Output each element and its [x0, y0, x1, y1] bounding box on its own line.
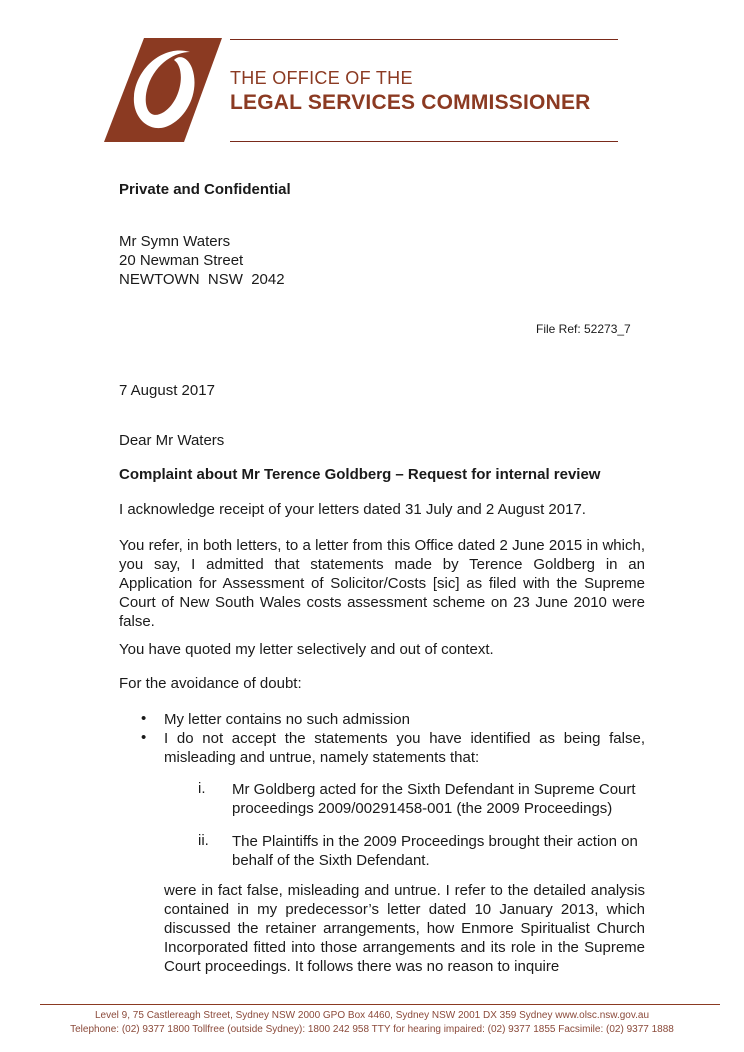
- salutation: Dear Mr Waters: [119, 432, 225, 449]
- paragraph-conclusion: were in fact false, misleading and untrue. I refer to the detailed analysis contained in my predecessor’s letter dated 10 January 2013, which discussed the retainer arrangements, how Enmore Spiritualist Church Incorporated fitted into those arrangements and its role in the Supreme Court proceedings. It follows there was no reason to inquire: [164, 882, 645, 975]
- paragraph-quoted: You have quoted my letter selectively and out of context.: [119, 641, 494, 658]
- paragraph-acknowledge: I acknowledge receipt of your letters dated 31 July and 2 August 2017.: [119, 501, 586, 518]
- office-title-line1: THE OFFICE OF THE: [230, 68, 413, 88]
- letter-date: 7 August 2017: [119, 382, 215, 399]
- sub-item-number: ii.: [198, 832, 209, 849]
- bullet-dot: •: [141, 710, 147, 727]
- subject-line: Complaint about Mr Terence Goldberg – Request for internal review: [119, 466, 601, 483]
- paragraph-avoidance: For the avoidance of doubt:: [119, 675, 302, 692]
- sub-item-text: Mr Goldberg acted for the Sixth Defendant in Supreme Court proceedings 2009/00291458-001 (the 2009 Proceedings): [232, 781, 636, 817]
- header-top-rule: [230, 39, 618, 40]
- file-reference: File Ref: 52273_7: [536, 322, 631, 336]
- footer-contacts: Telephone: (02) 9377 1800 Tollfree (outside Sydney): 1800 242 958 TTY for hearing impaired: (02) 9377 1855 Facsimile: (02) 9377 1888: [70, 1024, 674, 1035]
- recipient-name: Mr Symn Waters: [119, 233, 231, 250]
- footer-rule: [40, 1004, 720, 1005]
- sub-item-text: The Plaintiffs in the 2009 Proceedings brought their action on behalf of the Sixth Defendant.: [232, 833, 638, 869]
- olsc-logo: [104, 38, 222, 142]
- office-title-line2: LEGAL SERVICES COMMISSIONER: [230, 91, 591, 114]
- header-bottom-rule: [230, 141, 618, 142]
- bullet-item: My letter contains no such admission: [164, 711, 410, 728]
- paragraph-refer: You refer, in both letters, to a letter from this Office dated 2 June 2015 in which, you say, I admitted that statements made by Terence Goldberg in an Application for Assessment of Solicitor/Costs [sic] as filed with the Supreme Court of New South Wales costs assessment scheme on 23 June 2010 were false.: [119, 537, 645, 630]
- confidential-label: Private and Confidential: [119, 181, 291, 198]
- footer-address: Level 9, 75 Castlereagh Street, Sydney NSW 2000 GPO Box 4460, Sydney NSW 2001 DX 359 Sydney www.olsc.nsw.gov.au: [95, 1010, 649, 1021]
- bullet-item: I do not accept the statements you have identified as being false, misleading and untrue, namely statements that:: [164, 730, 645, 766]
- recipient-city: NEWTOWN NSW 2042: [119, 271, 285, 288]
- recipient-street: 20 Newman Street: [119, 252, 244, 269]
- bullet-dot: •: [141, 729, 147, 746]
- sub-item-number: i.: [198, 780, 206, 797]
